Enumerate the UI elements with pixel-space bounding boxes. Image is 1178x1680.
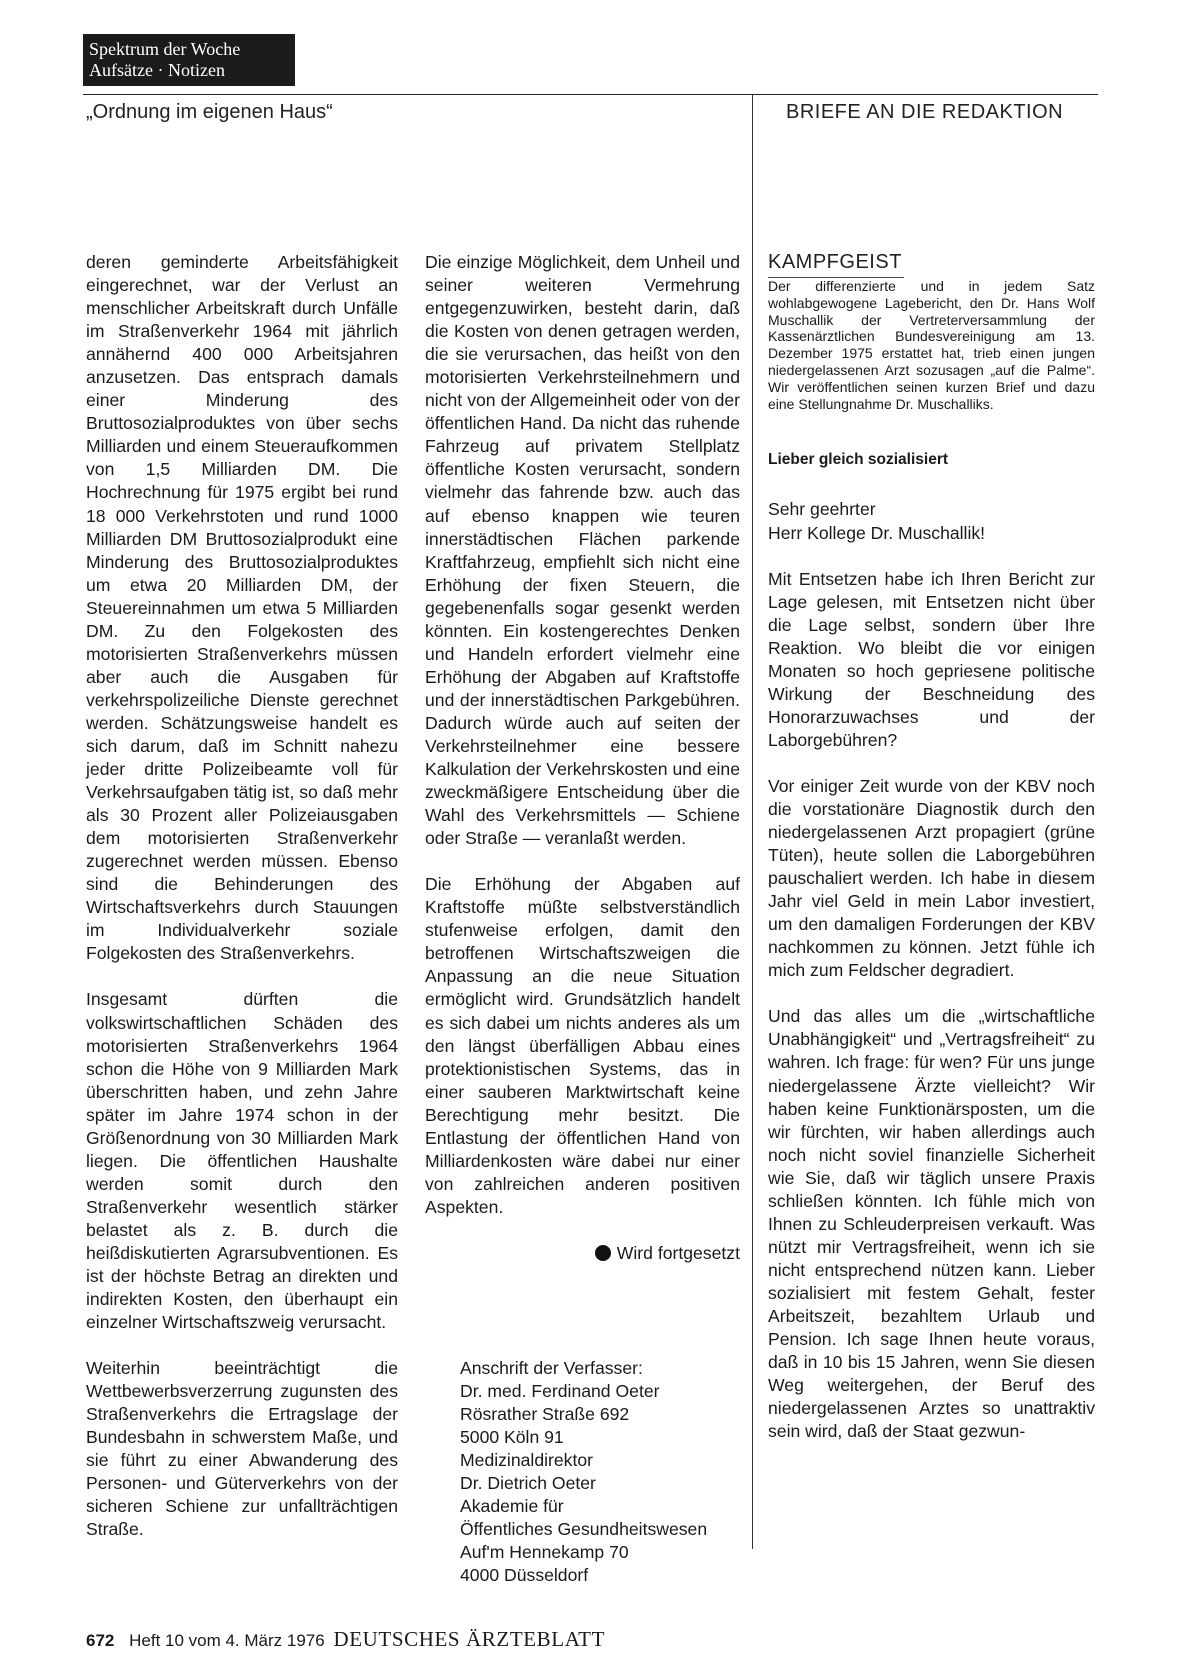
- address-line: 5000 Köln 91: [460, 1427, 564, 1447]
- address-line: Rösrather Straße 692: [460, 1404, 630, 1424]
- address-line: 4000 Düsseldorf: [460, 1565, 589, 1585]
- address-line: Öffentliches Gesundheitswesen: [460, 1519, 708, 1539]
- address-line: Dr. Dietrich Oeter: [460, 1473, 596, 1493]
- header-line-2: Aufsätze · Notizen: [89, 60, 225, 80]
- continued-note: [425, 1242, 740, 1265]
- letter-paragraph: Vor einiger Zeit wurde von der KBV noch die vorstationäre Diagnostik durch den niedergelassenen Arzt propagiert (grüne Tüten), heute sollen die Laborgebühren pauschaliert werden. Ich habe in diesem Jahr viel Geld in mein Labor investiert, um den damaligen Forderungen der KBV nachkommen zu können. Jetzt fühle ich mich zum Feldscher degradiert.: [768, 775, 1095, 981]
- paragraph: deren geminderte Arbeitsfähigkeit eingerechnet, war der Verlust an menschlicher Arbeitskraft durch Unfälle im Straßenverkehr 1964 mit jährlich annähernd 400 000 Arbeitsjahren anzusetzen. Das entsprach damals einer Minderung des Bruttosozialproduktes von über sechs Milliarden und einem Steueraufkommen von 1,5 Milliarden DM. Die Hochrechnung für 1975 ergibt bei rund 18 000 Verkehrstoten und rund 1000 Milliarden DM Bruttosozialprodukt eine Minderung des Bruttosozialproduktes um etwa 20 Milliarden DM, der Steuereinnahmen um etwa 5 Milliarden DM. Zu den Folgekosten des motorisierten Straßenverkehrs müssen aber auch die Ausgaben für verkehrspolizeiliche Dienste gerechnet werden. Schätzungsweise handelt es sich darum, daß im Schnitt nahezu jeder dritte Polizeibeamte voll für Verkehrsaufgaben tätig ist, so daß mehr als 30 Prozent aller Polizeiausgaben dem motorisierten Straßenverkehr zugerechnet werden müssen. Ebenso sind die Behinderungen des Wirtschaftsverkehrs durch Stauungen im Individualverkehr soziale Folgekosten des Straßenverkehrs.: [86, 252, 398, 964]
- header-line-1: Spektrum der Woche: [89, 39, 241, 59]
- page-footer: [86, 1627, 605, 1652]
- page-number: 672: [86, 1631, 115, 1650]
- address-line: Auf'm Hennekamp 70: [460, 1542, 629, 1562]
- letter-title: Lieber gleich sozialisiert: [768, 451, 949, 469]
- address-line: Dr. med. Ferdinand Oeter: [460, 1381, 660, 1401]
- paragraph: Weiterhin beeinträchtigt die Wettbewerbsverzerrung zugunsten des Straßenverkehrs die Ertragslage der Bundesbahn in schwerstem Maße, und sie führt zu einer Abwanderung des Personen- und Güterverkehrs von der sicheren Schiene zur unfallträchtigen Straße.: [86, 1358, 398, 1540]
- letters-heading: KAMPFGEIST: [768, 251, 904, 278]
- issue-info: Heft 10 vom 4. März 1976: [129, 1631, 325, 1650]
- paragraph: Die Erhöhung der Abgaben auf Kraftstoffe müßte selbstverständlich stufenweise erfolgen, damit den betroffenen Wirtschaftszweigen die Anpassung an die neue Situation ermöglicht wird. Grundsätzlich handelt es sich dabei um nichts anderes als um den längst überfälligen Abbau eines protektionistischen Systems, das in einer sauberen Marktwirtschaft keine Berechtigung mehr besitzt. Die Entlastung der öffentlichen Hand von Milliardenkosten wäre dabei nur einer von zahlreichen anderen positiven Aspekten.: [425, 874, 740, 1217]
- paragraph: Die einzige Möglichkeit, dem Unheil und seiner weiteren Vermehrung entgegenzuwirken, besteht darin, daß die Kosten von denen getragen werden, die sie verursachen, das heißt von den motorisierten Verkehrsteilnehmern und nicht von der Allgemeinheit oder von der öffentlichen Hand. Da nicht das ruhende Fahrzeug auf privatem Stellplatz öffentliche Kosten verursacht, sondern vielmehr das fahrende bzw. auch das auf ebenso knappen wie teuren innerstädtischen Flächen parkende Kraftfahrzeug, empfiehlt sich nicht eine Erhöhung der fixen Steuern, die gegebenenfalls sogar gesenkt werden könnten. Ein kostengerechtes Denken und Handeln erfordert vielmehr eine Erhöhung der Abgaben auf Kraftstoffe und der innerstädtischen Parkgebühren. Dadurch würde auch auf seiten der Verkehrsteilnehmer eine bessere Kalkulation der Verkehrskosten und eine zweckmäßigere Entscheidung über die Wahl des Verkehrsmittels — Schiene oder Straße — veranlaßt werden.: [425, 252, 740, 849]
- article-column-1: [86, 251, 398, 1565]
- top-rule: [83, 94, 795, 95]
- salutation: [768, 498, 1095, 544]
- top-rule-right: [759, 94, 1098, 95]
- address-line: Medizinaldirektor: [460, 1450, 593, 1470]
- letters-column: [768, 251, 1095, 1466]
- article-column-2: [425, 251, 740, 1265]
- editorial-intro: Der differenzierte und in jedem Satz wohlabgewogene Lagebericht, den Dr. Hans Wolf Muschallik der Vertreterversammlung der Kassenärztlichen Bundesvereinigung am 13. Dezember 1975 erstattet hat, trieb einen jungen niedergelassenen Arzt sozusagen „auf die Palme“. Wir veröffentlichen seinen kurzen Brief und dazu eine Stellungnahme Dr. Muschalliks.: [768, 278, 1095, 412]
- letter-paragraph: Mit Entsetzen habe ich Ihren Bericht zur Lage gelesen, mit Entsetzen nicht über die Lage selbst, sondern über Ihre Reaktion. Wo bleibt die vor einigen Monaten so hoch gepriesene politische Wirkung der Beschneidung des Honorarzuwachses und der Laborgebühren?: [768, 568, 1095, 750]
- letter-paragraph: Und das alles um die „wirtschaftliche Unabhängigkeit“ und „Vertragsfreiheit“ zu wahren. Ich frage: für wen? Für uns junge niedergelassene Ärzte vielleicht? Wir haben keine Funktionärsposten, um die wir fürchten, wir haben allerdings auch noch nicht soviel finanzielle Sicherheit wie Sie, daß wir täglich unsere Praxis schließen könnten. Ich fühle mich von Ihnen zu Schleuderpreisen verkauft. Was nützt mir Vertragsfreiheit, wenn ich sie nicht entsprechend nützen kann. Lieber sozialisiert mit festem Gehalt, fester Arbeitszeit, bezahltem Urlaub und Pension. Ich sage Ihnen heute voraus, daß in 10 bis 15 Jahren, wenn Sie diesen Weg weitergehen, der Beruf des niedergelassenen Arztes so unattraktiv sein wird, daß der Staat gezwun-: [768, 1006, 1095, 1442]
- continued-label: Wird fortgesetzt: [616, 1242, 740, 1263]
- article-title: „Ordnung im eigenen Haus“: [86, 101, 333, 123]
- section-header-box: [83, 34, 295, 86]
- paragraph: Insgesamt dürften die volkswirtschaftlichen Schäden des motorisierten Straßenverkehrs 1964 schon die Höhe von 9 Milliarden Mark überschritten haben, und zehn Jahre später im Jahre 1974 schon in der Größenordnung von 30 Milliarden Mark liegen. Die öffentlichen Haushalte werden somit durch den Straßenverkehr wesentlich stärker belastet als z. B. durch die heißdiskutierten Agrarsubventionen. Es ist der höchste Betrag an direkten und indirekten Kosten, den überhaupt ein einzelner Wirtschaftszweig verursacht.: [86, 989, 398, 1333]
- letters-section-title: BRIEFE AN DIE REDAKTION: [786, 101, 1064, 123]
- salutation-line-2: Herr Kollege Dr. Muschallik!: [768, 522, 986, 543]
- magazine-name: DEUTSCHES ÄRZTEBLATT: [333, 1627, 606, 1651]
- column-divider: [752, 94, 753, 1549]
- salutation-line-1: Sehr geehrter: [768, 499, 876, 520]
- address-line: Akademie für: [460, 1496, 564, 1516]
- address-line: Anschrift der Verfasser:: [460, 1358, 643, 1378]
- bullet-dot-icon: [595, 1245, 611, 1261]
- author-address: [460, 1357, 707, 1587]
